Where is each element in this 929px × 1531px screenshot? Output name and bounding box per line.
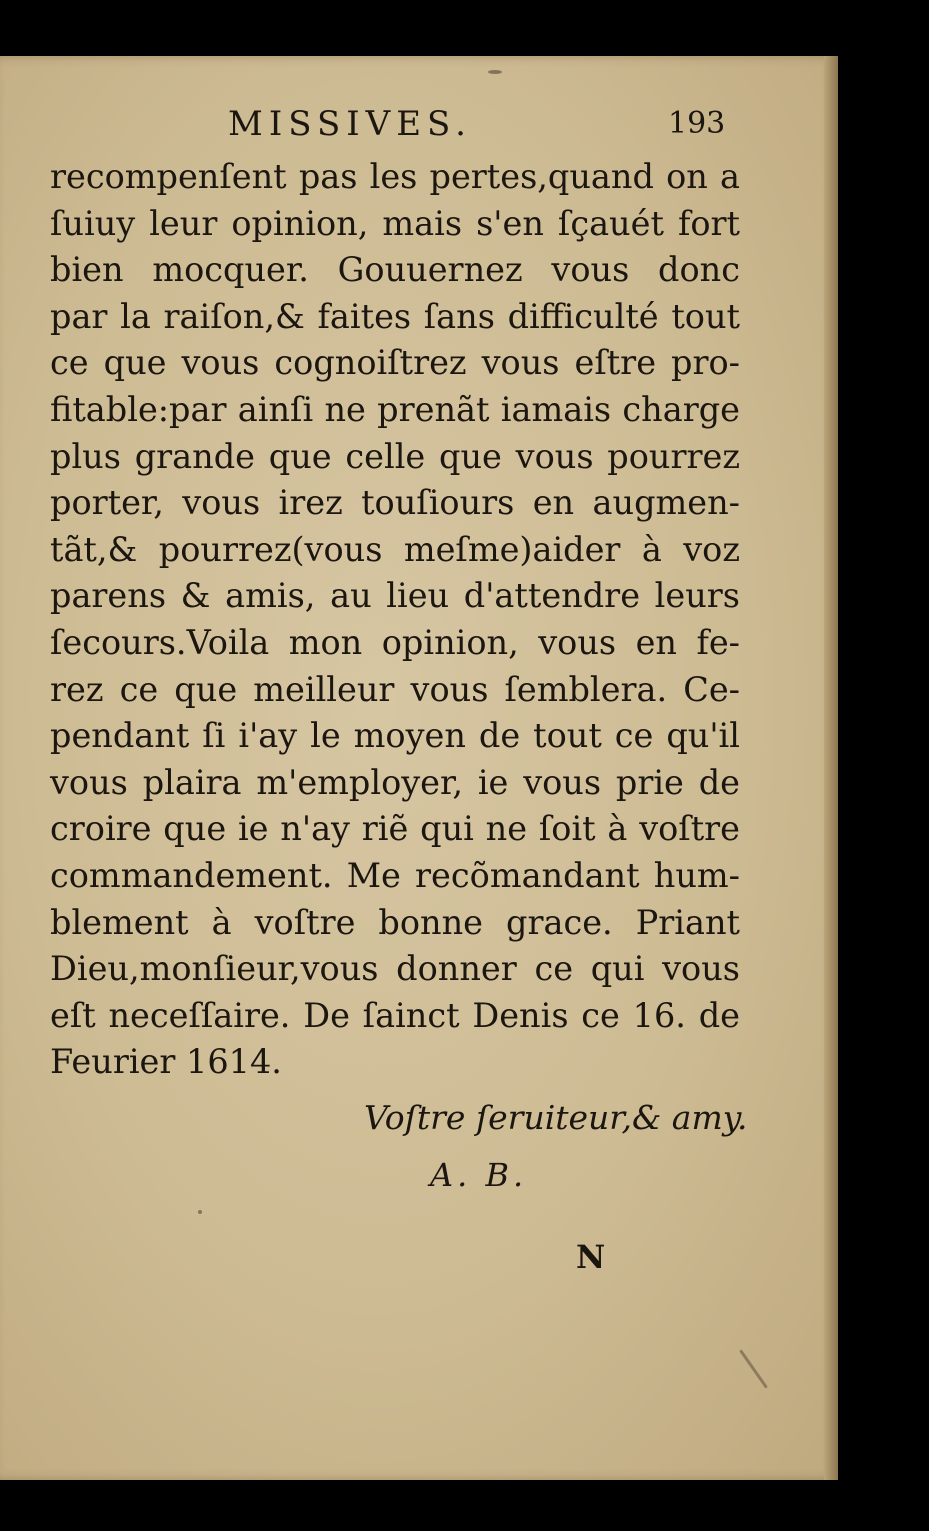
ink-speck (198, 1210, 202, 1214)
signature-mark: N (576, 1238, 606, 1276)
book-page (0, 56, 838, 1480)
body-line: parens & amis, au lieu d'attendre leurs (50, 576, 740, 616)
body-line: vous plaira m'employer, ie vous prie de (50, 762, 740, 802)
page-number: 193 (668, 106, 726, 141)
body-line: par la raiſon,& faites ſans difficulté tout (50, 296, 740, 336)
body-line: ſuiuy leur opinion, mais s'en ſçauét fort (50, 203, 740, 243)
ink-speck (488, 70, 502, 74)
body-line: blement à voſtre bonne grace. Priant (50, 902, 740, 942)
signature-initials: A. B. (430, 1156, 528, 1194)
body-line: Dieu,monſieur,vous donner ce qui vous (50, 949, 740, 989)
body-line: rez ce que meilleur vous ſemblera. Ce- (50, 669, 740, 709)
body-line: eſt neceſſaire. De ſainct Denis ce 16. de (50, 995, 740, 1035)
body-line: pendant ſi i'ay le moyen de tout ce qu'il (50, 716, 740, 756)
body-line: plus grande que celle que vous pourrez (50, 436, 740, 476)
body-line: tãt,& pourrez(vous meſme)aider à voz (50, 529, 740, 569)
page-edge (824, 56, 838, 1480)
body-line: ſecours.Voila mon opinion, vous en fe- (50, 622, 740, 662)
body-line: commandement. Me recõmandant hum- (50, 855, 740, 895)
body-line: porter, vous irez touſiours en augmen- (50, 483, 740, 523)
body-line: recompenſent pas les pertes,quand on a (50, 157, 740, 196)
running-head: MISSIVES. (228, 104, 472, 144)
ink-speck (739, 1349, 768, 1388)
letter-body (50, 154, 740, 1086)
body-line: ce que vous cognoiſtrez vous eſtre pro- (50, 343, 740, 383)
body-line: croire que ie n'ay riẽ qui ne ſoit à voſtre (50, 809, 740, 849)
body-line: bien mocquer. Gouuernez vous donc (50, 250, 740, 290)
body-line: Feurier 1614. (50, 1042, 282, 1082)
body-line: fitable:par ainſi ne prenãt iamais charge (50, 389, 740, 429)
closing-signature: Voſtre ſeruiteur,& amy. (364, 1098, 748, 1137)
